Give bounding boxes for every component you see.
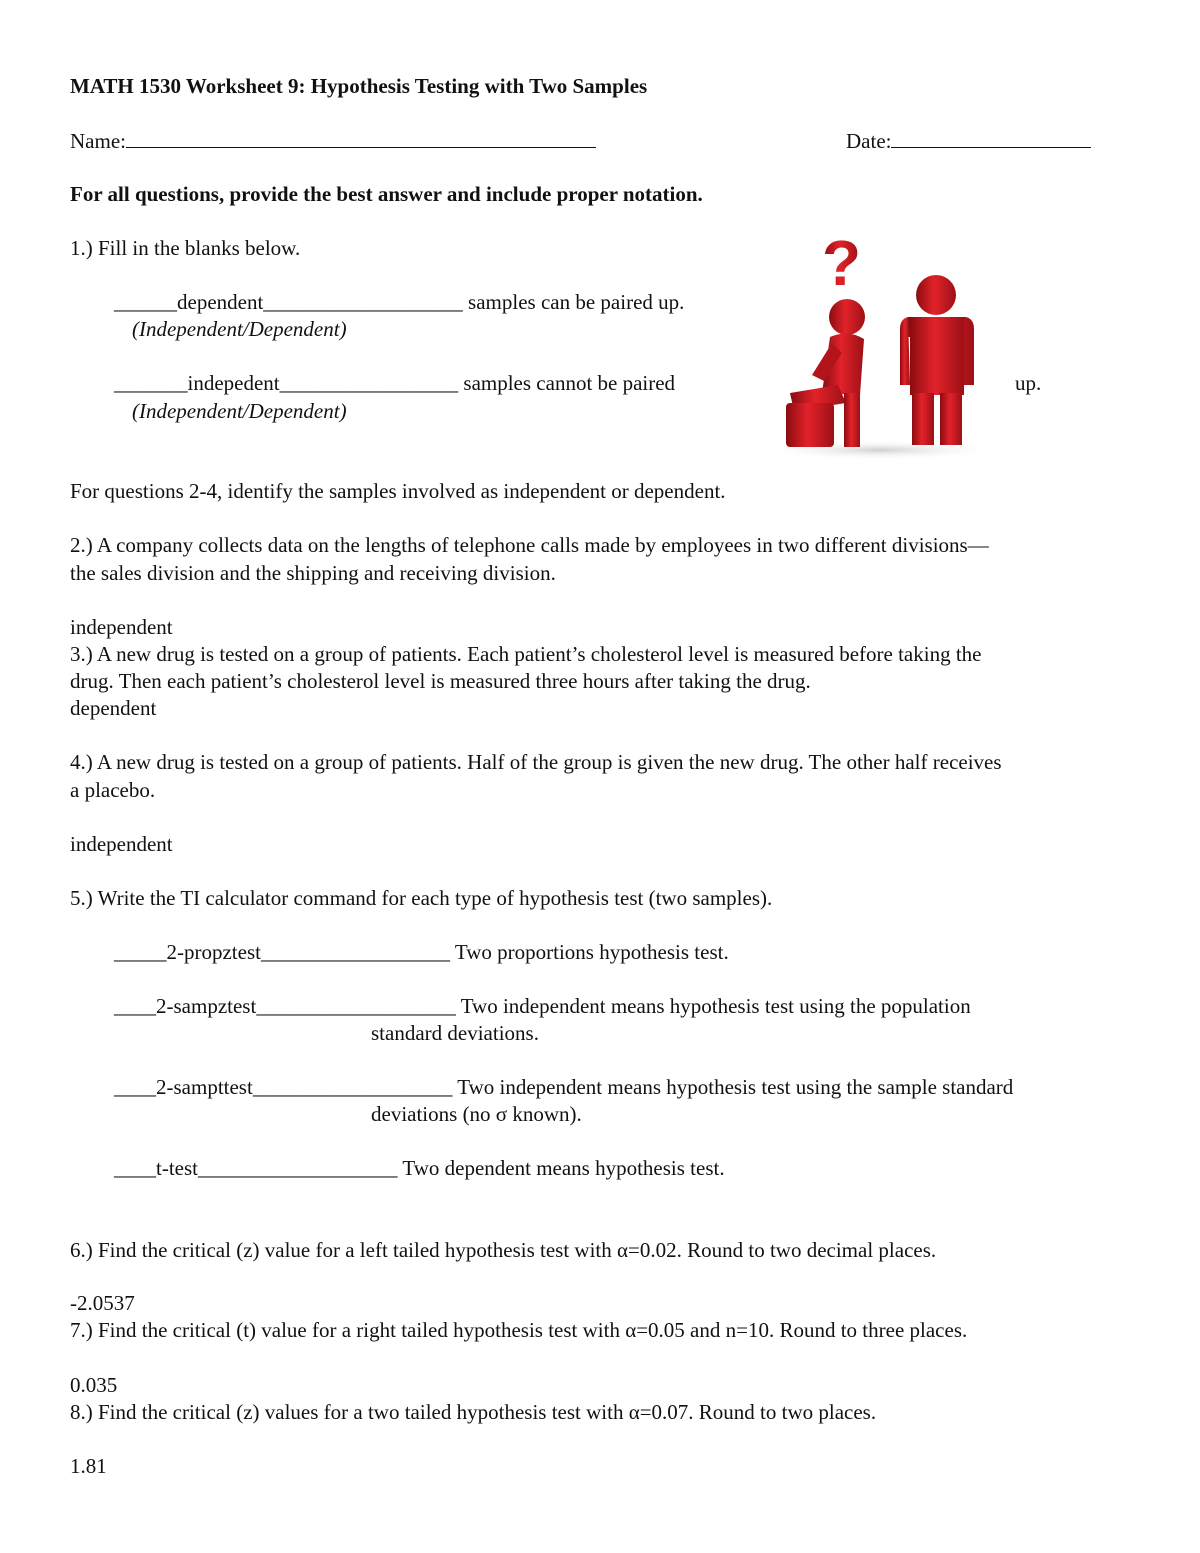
q7-prompt: 7.) Find the critical (t) value for a right tailed hypothesis test with α=0.05 and n=10. Round to three places. [70,1318,968,1342]
q4-line1: 4.) A new drug is tested on a group of patients. Half of the group is given the new drug. The other half receives [70,750,1002,774]
q1-line2-text: samples cannot be paired [463,371,676,395]
q8-prompt: 8.) Find the critical (z) values for a two tailed hypothesis test with α=0.07. Round to two places. [70,1400,877,1424]
q2-line2: the sales division and the shipping and receiving division. [70,561,556,585]
q5-item-1-text: Two proportions hypothesis test. [454,940,729,964]
q5-item-2-blank-post: ___________________ [256,994,456,1018]
q5-item-3-blank-pre: ____ [114,1075,156,1099]
q5-item-2-blank-pre: ____ [114,994,156,1018]
q5-item-3-answer[interactable]: 2-sampttest [156,1075,253,1099]
thinking-people-illustration [760,225,1005,465]
date-label: Date: [846,129,892,153]
q6-answer[interactable]: -2.0537 [70,1291,135,1315]
name-field[interactable] [126,127,596,148]
q5-item-3-text2: deviations (no σ known). [371,1102,582,1126]
q4-answer[interactable]: independent [70,832,173,856]
q7-answer[interactable]: 0.035 [70,1373,118,1397]
q2-answer[interactable]: independent [70,615,173,639]
q1-line1-blank-pre: ______ [114,290,177,314]
instructions: For all questions, provide the best answer and include proper notation. [70,182,703,206]
q5-item-1-blank-post: __________________ [260,940,450,964]
q1-line2-blank-pre: _______ [114,371,188,395]
q5-item-2-answer[interactable]: 2-sampztest [156,994,257,1018]
q3-line2: drug. Then each patient’s cholesterol level is measured three hours after taking the drug. [70,669,811,693]
q5-item-2-text: Two independent means hypothesis test using the population [460,994,971,1018]
question-mark-icon: ? [822,227,862,299]
thinking-person-icon [786,299,865,447]
q5-prompt: 5.) Write the TI calculator command for each type of hypothesis test (two samples). [70,886,773,910]
q2-4-intro: For questions 2-4, identify the samples involved as independent or dependent. [70,479,726,503]
q5-item-3-text: Two independent means hypothesis test using the sample standard [457,1075,1014,1099]
q5-item-1 [114,939,729,965]
q5-item-4-answer[interactable]: t-test [156,1156,198,1180]
date-row [846,127,1091,154]
q1-line2-blank-post: _________________ [279,371,459,395]
q5-item-3-blank-post: ___________________ [252,1075,453,1099]
q6-prompt: 6.) Find the critical (z) value for a left tailed hypothesis test with α=0.02. Round to two decimal places. [70,1238,937,1262]
q1-prompt: 1.) Fill in the blanks below. [70,236,301,260]
q8-answer[interactable]: 1.81 [70,1454,107,1478]
q5-item-4-blank-pre: ____ [114,1156,156,1180]
page-title: MATH 1530 Worksheet 9: Hypothesis Testing with Two Samples [70,74,648,98]
q1-line1-answer[interactable]: dependent [177,290,264,314]
q3-line1: 3.) A new drug is tested on a group of patients. Each patient’s cholesterol level is measured before taking the [70,642,982,666]
q2-line1: 2.) A company collects data on the lengths of telephone calls made by employees in two different divisions— [70,533,989,557]
standing-person-icon [900,275,974,445]
q1-line1-hint: (Independent/Dependent) [132,317,347,341]
q1-line2-hint: (Independent/Dependent) [132,399,347,423]
q5-item-2 [114,993,971,1019]
date-field[interactable] [891,127,1091,148]
q1-line2-answer[interactable]: indepedent [187,371,280,395]
q5-item-1-blank-pre: _____ [114,940,167,964]
q4-line2: a placebo. [70,778,156,802]
q1-line1-blank-post: ___________________ [263,290,463,314]
name-label: Name: [70,129,126,153]
q1-line2-tail: up. [1015,371,1042,395]
q5-item-3 [114,1074,1013,1100]
name-row [70,127,596,154]
q5-item-4 [114,1155,725,1181]
q5-item-1-answer[interactable]: 2-propztest [166,940,261,964]
q3-answer[interactable]: dependent [70,696,157,720]
q5-item-4-text: Two dependent means hypothesis test. [402,1156,725,1180]
q5-item-4-blank-post: ___________________ [198,1156,398,1180]
q1-line1 [114,289,684,315]
q5-item-2-text2: standard deviations. [371,1021,539,1045]
q1-line2 [114,370,675,396]
q1-line1-text: samples can be paired up. [468,290,685,314]
